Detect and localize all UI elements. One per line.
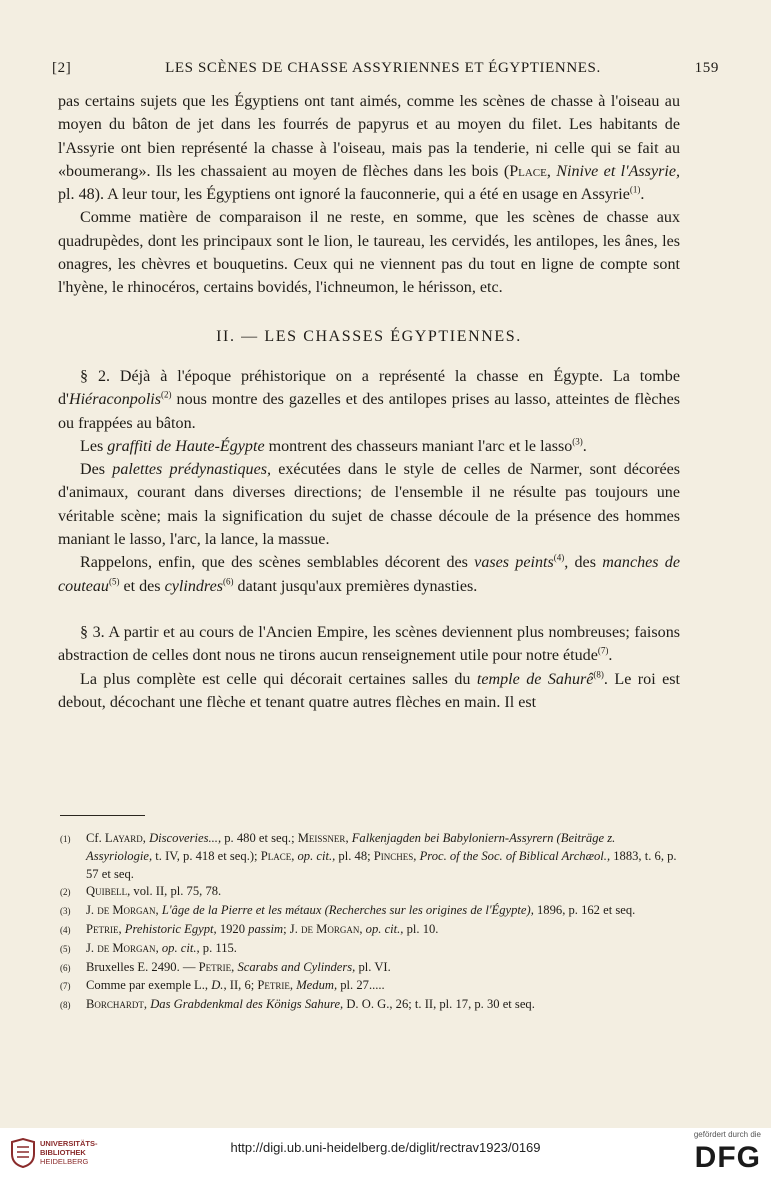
funded-by-label: gefördert durch die: [693, 1130, 761, 1139]
paragraph-5: Des palettes prédynastiques, exécutées dans le style de celles de Narmer, sont décorées d'animaux, courant dans diverses directions; de l'ensemble il ne résulte pas toujours une véritable scène; mais la signification du sujet de chasse découle de la présence des hommes maniant le lasso, l'arc, la lance, la massue.: [58, 461, 680, 549]
paragraph-7: § 3. A partir et au cours de l'Ancien Empire, les scènes deviennent plus nombreuses; faisons abstraction de celles dont nous ne tirons aucun renseignement utile pour notre étude$^{(7)}$.: [58, 623, 680, 665]
note-ref-6: (6): [223, 576, 234, 587]
note-ref-5: (5): [108, 576, 120, 587]
note-ref-4: (4): [553, 552, 565, 563]
section-heading: II. — LES CHASSES ÉGYPTIENNES.: [216, 327, 522, 345]
footnote-4: (4) Petrie, Prehistoric Egypt, 1920 passim; J. de Morgan, op. cit., pl. 10.: [60, 921, 439, 936]
note-ref-2: (2): [161, 389, 172, 400]
note-ref-1: (1): [629, 184, 641, 195]
footnote-5: (5) J. de Morgan, op. cit., p. 115.: [60, 940, 237, 955]
note-ref-7: (7): [597, 645, 609, 656]
footnote-7: (7) Comme par exemple L., D., II, 6; Petrie, Medum, pl. 27.....: [60, 978, 385, 993]
page-number: 159: [694, 60, 719, 76]
footnote-2: (2) Quibell, vol. II, pl. 75, 78.: [60, 884, 222, 899]
dfg-logo: DFG: [694, 1141, 761, 1174]
viewer-footer: [0, 1128, 771, 1179]
running-title: LES SCÈNES DE CHASSE ASSYRIENNES ET ÉGYPTIENNES.: [165, 60, 601, 76]
footnotes: [60, 830, 680, 1015]
paragraph-4: Les graffiti de Haute-Égypte montrent des chasseurs maniant l'arc et le lasso$^{(3)}$.: [80, 436, 587, 455]
running-head: [52, 60, 719, 82]
footnote-3: (3) J. de Morgan, L'âge de la Pierre et les métaux (Recherches sur les origines de l'Égypte), 1896, p. 162 et seq.: [60, 903, 636, 918]
footnote-8: (8) Borchardt, Das Grabdenkmal des Königs Sahure, D. O. G., 26; t. II, pl. 17, p. 30 et seq.: [60, 997, 535, 1012]
section-mark: [2]: [52, 60, 72, 76]
body-text: [58, 90, 680, 714]
library-name: UNIVERSITÄTS- BIBLIOTHEK HEIDELBERG: [40, 1139, 98, 1166]
footnote-6: (6) Bruxelles E. 2490. — Petrie, Scarabs and Cylinders, pl. VI.: [60, 959, 391, 974]
paragraph-8: La plus complète est celle qui décorait certaines salles du temple de Sahurê$^{(8)}$. Le roi est debout, décochant une flèche et tenant quatre autres flèches en main. Il est: [58, 669, 680, 711]
permalink-url[interactable]: http://digi.ub.uni-heidelberg.de/diglit/rectrav1923/0169: [230, 1140, 541, 1155]
note-ref-8: (8): [593, 669, 604, 680]
paragraph-1: pas certains sujets que les Égyptiens ont tant aimés, comme les scènes de chasse à l'oiseau au moyen du bâton de jet dans les fourrés de papyrus et au moyen du filet. Les habitants de l'Assyrie ont bien représenté la chasse à l'oiseau, mais pas la tenderie, ni celle qui se fait au «boumerang». Ils les chassaient au moyen de flèches dans les bois (Place, Ninive et l'Assyrie, pl. 48). A leur tour, les Égyptiens ont ignoré la fauconnerie, qui a été en usage en Assyrie$^{(1)}$.: [58, 93, 680, 204]
note-ref-3: (3): [572, 436, 583, 447]
paragraph-2: Comme matière de comparaison il ne reste, en somme, que les scènes de chasse aux quadrupèdes, dont les principaux sont le lion, le taureau, les cervidés, les antilopes, les ânes, les onagres, les chèvres et bouquetins. Ceux qui ne viennent pas du tout en ligne de compte sont l'hyène, le rhinocéros, certains bovidés, l'ichneumon, le hérisson, etc.: [58, 209, 680, 297]
footnote-rule: [60, 815, 145, 816]
paragraph-6: Rappelons, enfin, que des scènes semblables décorent des vases peints$^{(4)}$, des manches de couteau$^{(5)}$ et des cylindres$^{(6)}$ datant jusqu'aux premières dynasties.: [58, 552, 680, 595]
paragraph-3: § 2. Déjà à l'époque préhistorique on a représenté la chasse en Égypte. La tombe d'Hiéraconpolis$^{(2)}$ nous montre des gazelles et des antilopes prises au lasso, atteintes de flèches ou frappées au bâton.: [58, 367, 680, 432]
footnote-1: (1) Cf. Layard, Discoveries..., p. 480 et seq.; Meissner, Falkenjagden bei Babyloniern-Assyrern (Beiträge z. Assyriologie, t. IV, p. 418 et seq.); Place, op. cit., pl. 48; Pinches, Proc. of the Soc. of Biblical Archæol., 1883, t. 6, p. 57 et seq.: [60, 831, 677, 881]
